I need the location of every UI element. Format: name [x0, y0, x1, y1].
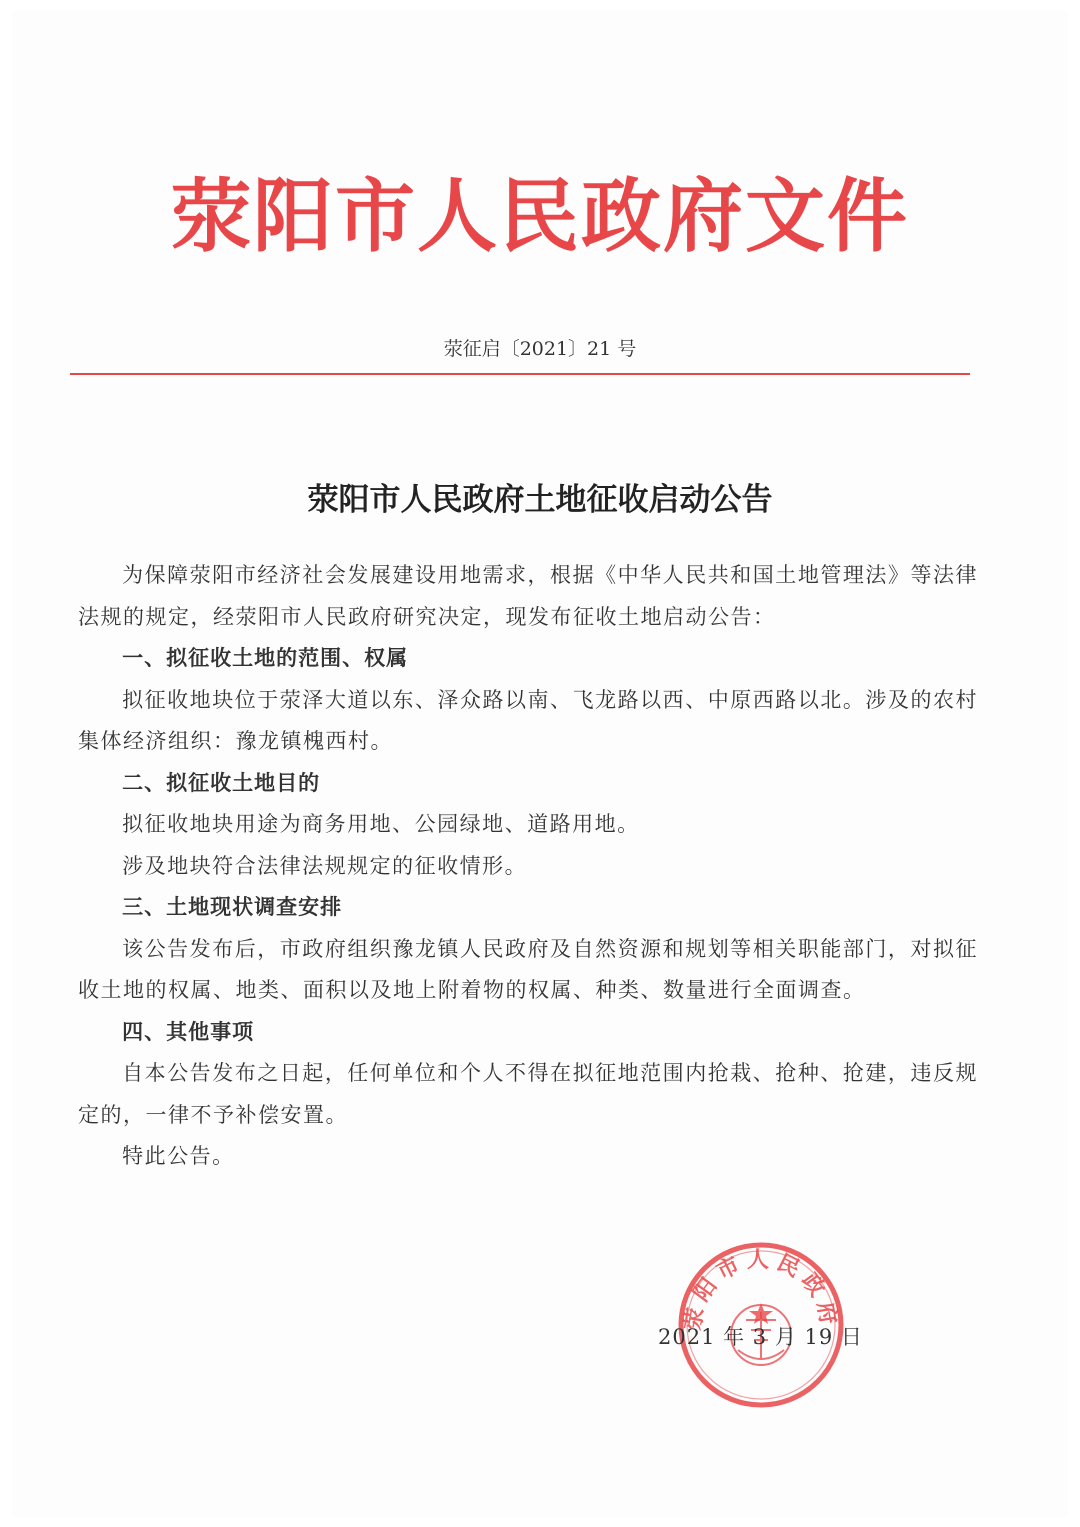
section-paragraph: 拟征收地块用途为商务用地、公园绿地、道路用地。: [122, 812, 640, 836]
document-header-title: 荥阳市人民政府文件: [171, 169, 909, 263]
section-heading-survey: 三、土地现状调查安排: [122, 895, 343, 919]
section-heading-scope: 一、拟征收土地的范围、权属: [122, 646, 409, 670]
notice-body: [78, 555, 978, 1178]
closing-line: 特此公告。: [122, 1144, 235, 1168]
intro-paragraph: 为保障荥阳市经济社会发展建设用地需求，根据《中华人民共和国土地管理法》等法律法规的规定，经荥阳市人民政府研究决定，现发布征收土地启动公告：: [78, 563, 978, 629]
paper-sheet: [12, 10, 1068, 1517]
svg-text:荥阳市人民政府: 荥阳市人民政府: [679, 1247, 843, 1333]
section-paragraph: 涉及地块符合法律法规规定的征收情形。: [122, 853, 528, 878]
section-heading-other: 四、其他事项: [122, 1019, 255, 1044]
notice-title: 荥阳市人民政府土地征收启动公告: [307, 482, 773, 518]
issue-date: 2021 年 3 月 19 日: [658, 1325, 863, 1349]
section-paragraph: 自本公告发布之日起，任何单位和个人不得在拟征地范围内抢栽、抢种、抢建，违反规定的，一律不予补偿安置。: [78, 1061, 978, 1127]
section-heading-purpose: 二、拟征收土地目的: [122, 770, 321, 795]
header-divider: [70, 373, 970, 375]
section-paragraph: 该公告发布后，市政府组织豫龙镇人民政府及自然资源和规划等相关职能部门，对拟征收土地的权属、地类、面积以及地上附着物的权属、种类、数量进行全面调查。: [78, 936, 978, 1002]
section-paragraph: 拟征收地块位于荥泽大道以东、泽众路以南、飞龙路以西、中原西路以北。涉及的农村集体经济组织：豫龙镇槐西村。: [78, 687, 978, 753]
document-number: 荥征启〔2021〕21 号: [443, 338, 637, 360]
